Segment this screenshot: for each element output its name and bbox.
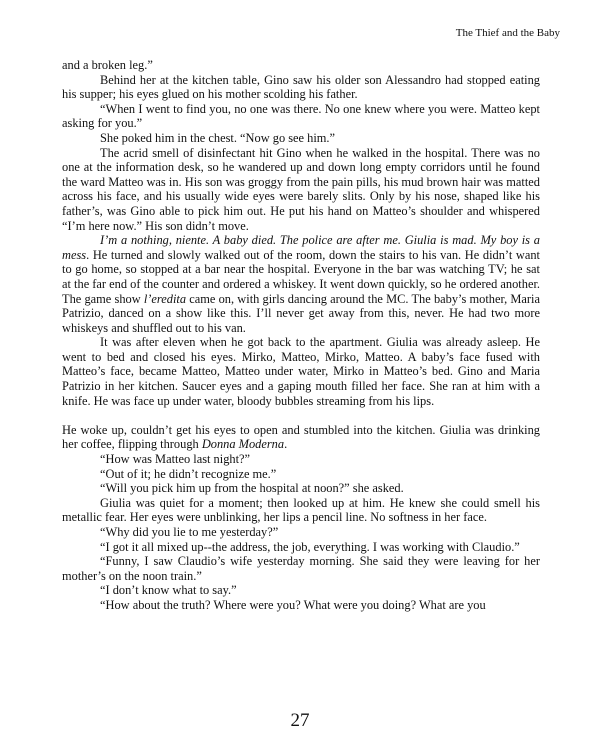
paragraph: “Will you pick him up from the hospital at noon?” she asked. [100, 481, 404, 496]
paragraph: Giulia was quiet for a moment; then looked up at him. He knew she could smell his metallic fear. Her eyes were unblinking, her lips a pencil line. No softness in her face. [62, 495, 540, 525]
paragraph: “Why did you lie to me yesterday?” [100, 525, 279, 539]
body-text [62, 58, 540, 613]
italic-thought: I’m a nothing, niente. A baby died. The police are after me. Giulia is mad. My boy is a mess [62, 233, 540, 262]
paragraph: “Funny, I saw Claudio’s wife yesterday morning. She said they were leaving for her mother’s on the noon train.” [62, 554, 540, 583]
paragraph: “How was Matteo last night?” [100, 452, 251, 467]
paragraph: It was after eleven when he got back to the apartment. Giulia was already asleep. He went to bed and closed his eyes. Mirko, Matteo, Mirko, Matteo. A baby’s face fused with Matteo’s face, became Matteo, Matteo under water, Mirko in Matteo’s bed. Gino and Maria Patrizio in her kitchen. Saucer eyes and a gaping mouth filled her face. She ran at him with a knife. He was face up under water, bloody bubbles streaming from his lips. [62, 335, 540, 408]
paragraph: and a broken leg.” [62, 58, 153, 72]
magazine-title: Donna Moderna [201, 437, 285, 452]
page-number: 27 [290, 710, 310, 731]
paragraph-text: came on, with girls dancing around the MC. The baby’s mother, Maria Patrizio, danced on a show like this. I’ll never get away from this, never. He had two more whiskeys and shuffled out to his van. [62, 291, 540, 335]
paragraph-text: . [284, 437, 288, 452]
running-head: The Thief and the Baby [455, 27, 560, 39]
paragraph: She poked him in the chest. “Now go see him.” [100, 130, 336, 145]
paragraph [62, 423, 540, 452]
paragraph-text: . He turned and slowly walked out of the room, down the stairs to his van. He didn’t want to go home, so stopped at a bar near the hospital. Everyone in the bar was watching TV; he sat at the far end of the counter and ordered a whiskey. It went down quickly, so he ordered another. The game show [62, 247, 540, 306]
paragraph: “How about the truth? Where were you? What were you doing? What are you [100, 597, 486, 612]
paragraph: “Out of it; he didn’t recognize me.” [100, 466, 277, 481]
paragraph-text: He woke up, couldn’t get his eyes to open and stumbled into the kitchen. Giulia was drinking her coffee, flipping through [62, 422, 540, 452]
paragraph: Behind her at the kitchen table, Gino saw his older son Alessandro had stopped eating his supper; his eyes glued on his mother scolding his father. [62, 72, 540, 102]
paragraph [62, 233, 540, 335]
show-title: l’eredita [143, 291, 187, 306]
paragraph: “I don’t know what to say.” [100, 583, 237, 598]
paragraph: “I got it all mixed up--the address, the job, everything. I was working with Claudio.” [100, 539, 520, 554]
paragraph: “When I went to find you, no one was there. No one knew where you were. Matteo kept asking for you.” [62, 101, 540, 131]
paragraph: The acrid smell of disinfectant hit Gino when he walked in the hospital. There was no one at the information desk, so he wandered up and down long empty corridors until he found the ward Matteo was in. His son was groggy from the pain pills, his mud brown hair was matted across his face, and his usually wide eyes were barely slits. Only by his nose, shaped like his father’s, was Gino able to pick him out. He put his hand on Matteo’s shoulder and whispered “I’m here now.” His son didn’t move. [62, 145, 540, 233]
